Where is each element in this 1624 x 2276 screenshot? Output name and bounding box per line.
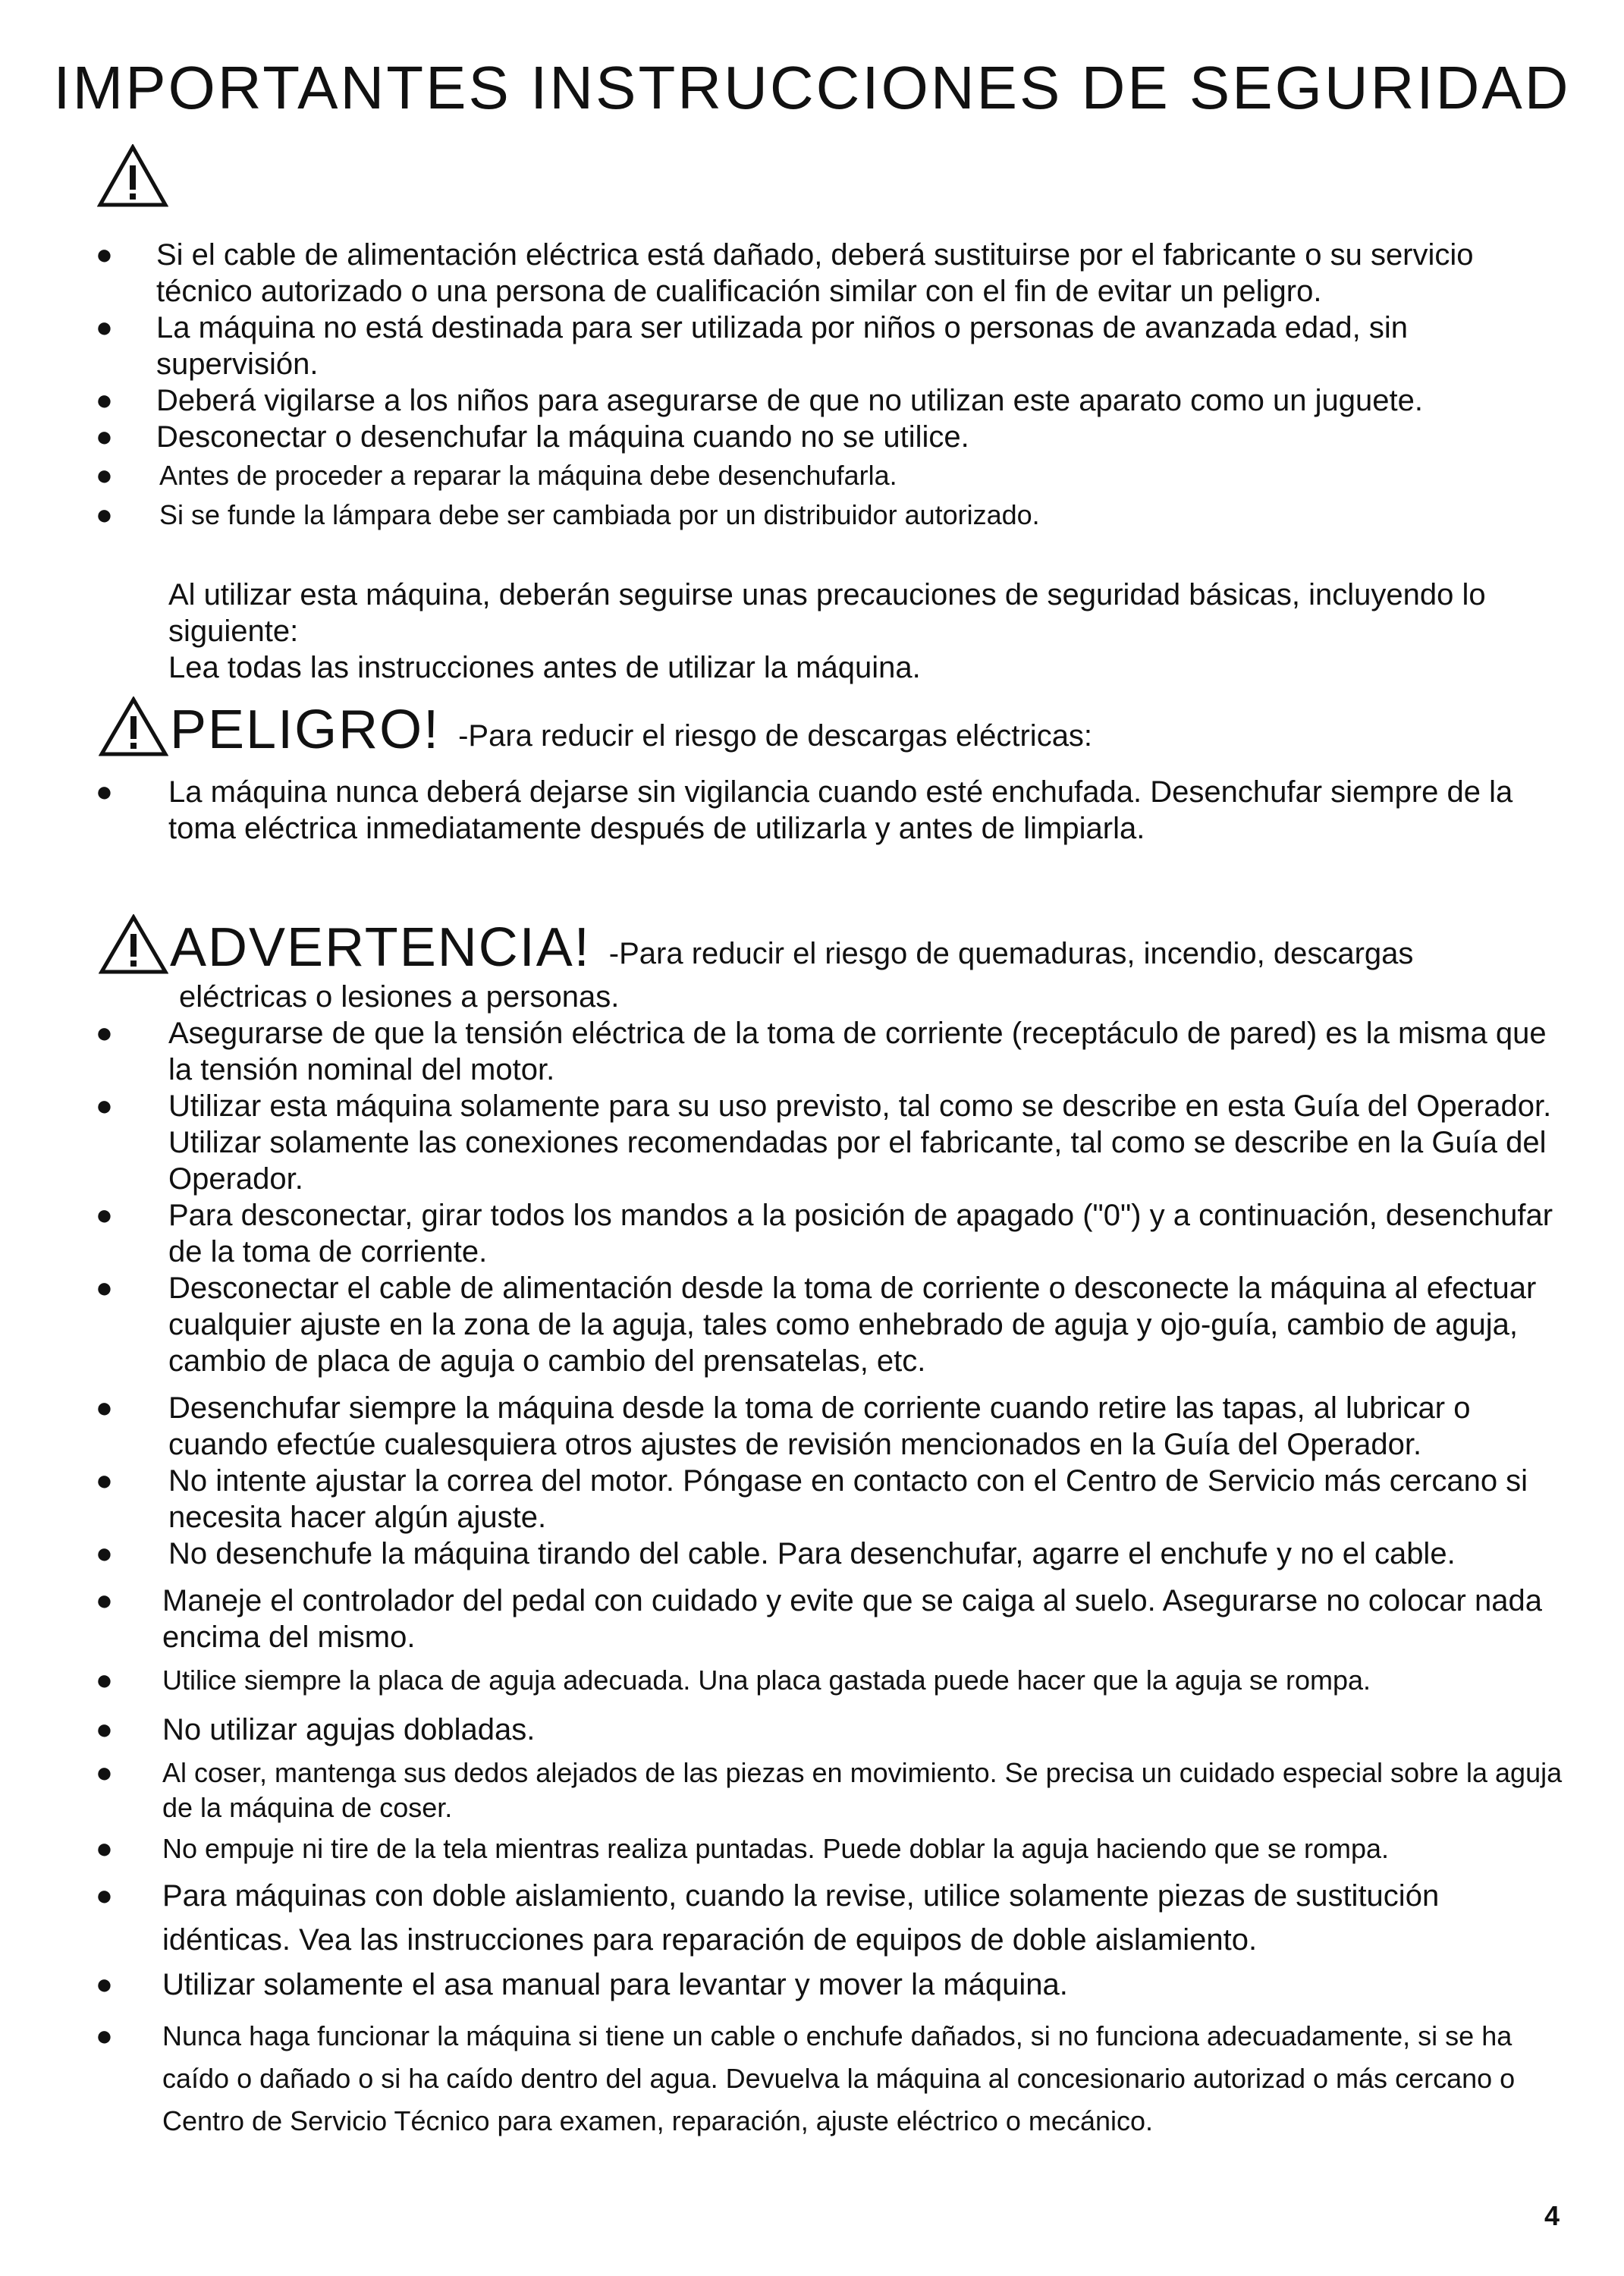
list-item: ● Para máquinas con doble aislamiento, cuando la revise, utilice solamente piezas de sustitución idénticas. Vea las instrucciones para reparación de equipos de doble aislamiento. [96, 1879, 1440, 1957]
list-item: ● La máquina no está destinada para ser utilizada por niños o personas de avanzada edad, sin supervisión. [96, 311, 1409, 381]
list-item: ● No desenchufe la máquina tirando del cable. Para desenchufar, agarre el enchufe y no el cable. [96, 1537, 1456, 1570]
advertencia-heading [99, 914, 1414, 978]
warning-triangle-icon [99, 696, 168, 757]
advertencia-title: ADVERTENCIA! [170, 917, 591, 978]
general-safety-list [91, 237, 1570, 533]
list-item: ● Para desconectar, girar todos los mandos a la posición de apagado ("0") y a continuación, desenchufar de la toma de corriente. [96, 1199, 1553, 1268]
list-item: ● No intente ajustar la correa del motor. Póngase en contacto con el Centro de Servicio más cercano si necesita hacer algún ajuste. [96, 1464, 1528, 1534]
advertencia-subtitle-cont: eléctricas o lesiones a personas. [179, 980, 620, 1014]
list-item: ● Antes de proceder a reparar la máquina debe desenchufarla. [96, 460, 897, 492]
advertencia-list [91, 1015, 1570, 2142]
intro-paragraph [168, 577, 1549, 686]
intro-line-1: Al utilizar esta máquina, deberán seguirse unas precauciones de seguridad básicas, incluyendo lo siguiente: [168, 578, 1486, 648]
peligro-subtitle: -Para reducir el riesgo de descargas eléctricas: [458, 719, 1093, 753]
list-item: ● Nunca haga funcionar la máquina si tiene un cable o enchufe dañados, si no funciona adecuadamente, si se ha caído o dañado o si ha caído dentro del agua. Devuelva la máquina al concesionario autorizad o más cercano o Centro de Servicio Técnico para examen, reparación, ajuste eléctrico o mecánico. [96, 2020, 1516, 2136]
peligro-heading [99, 696, 1093, 760]
peligro-list [91, 774, 1547, 847]
list-item: ● No utilizar agujas dobladas. [96, 1713, 536, 1746]
warning-triangle-icon [97, 144, 168, 208]
page-number: 4 [1544, 2200, 1560, 2231]
list-item: ● No empuje ni tire de la tela mientras realiza puntadas. Puede doblar la aguja haciendo que se rompa. [96, 1833, 1390, 1865]
list-item: ● Deberá vigilarse a los niños para asegurarse de que no utilizan este aparato como un juguete. [96, 384, 1423, 417]
list-item: ● La máquina nunca deberá dejarse sin vigilancia cuando esté enchufada. Desenchufar siempre de la toma eléctrica inmediatamente después de utilizarla y antes de limpiarla. [96, 775, 1513, 845]
list-item: ● Maneje el controlador del pedal con cuidado y evite que se caiga al suelo. Asegurarse no colocar nada encima del mismo. [96, 1584, 1542, 1654]
warning-triangle-icon [99, 914, 168, 975]
advertencia-subtitle: -Para reducir el riesgo de quemaduras, incendio, descargas [608, 937, 1414, 970]
list-item: ● Asegurarse de que la tensión eléctrica de la toma de corriente (receptáculo de pared) es la misma que la tensión nominal del motor. [96, 1017, 1547, 1086]
peligro-title: PELIGRO! [170, 699, 441, 760]
intro-line-2: Lea todas las instrucciones antes de utilizar la máquina. [168, 651, 921, 684]
list-item: ● Utilizar esta máquina solamente para su uso previsto, tal como se describe en esta Guía del Operador. Utilizar solamente las conexiones recomendadas por el fabricante, tal como se describe en la Guía del Operador. [96, 1089, 1552, 1196]
list-item: ● Al coser, mantenga sus dedos alejados de las piezas en movimiento. Se precisa un cuidado especial sobre la aguja de la máquina de coser. [96, 1757, 1563, 1823]
list-item: ● Desenchufar siempre la máquina desde la toma de corriente cuando retire las tapas, al lubricar o cuando efectúe cualesquiera otros ajustes de revisión mencionados en la Guía del Operador. [96, 1391, 1471, 1461]
list-item: ● Si el cable de alimentación eléctrica está dañado, deberá sustituirse por el fabricante o su servicio técnico autorizado o una persona de cualificación similar con el fin de evitar un peligro. [96, 238, 1474, 308]
list-item: ● Utilice siempre la placa de aguja adecuada. Una placa gastada puede hacer que la aguja se rompa. [96, 1665, 1371, 1696]
list-item: ● Utilizar solamente el asa manual para levantar y mover la máquina. [96, 1968, 1068, 2001]
list-item: ● Desconectar el cable de alimentación desde la toma de corriente o desconecte la máquina al efectuar cualquier ajuste en la zona de la aguja, tales como enhebrado de aguja y ojo-guía, cambio de aguja, cambio de placa de aguja o cambio del prensatelas, etc. [96, 1272, 1537, 1378]
page-title: IMPORTANTES INSTRUCCIONES DE SEGURIDAD [53, 54, 1571, 121]
list-item: ● Desconectar o desenchufar la máquina cuando no se utilice. [96, 420, 969, 454]
list-item: ● Si se funde la lámpara debe ser cambiada por un distribuidor autorizado. [96, 499, 1040, 531]
